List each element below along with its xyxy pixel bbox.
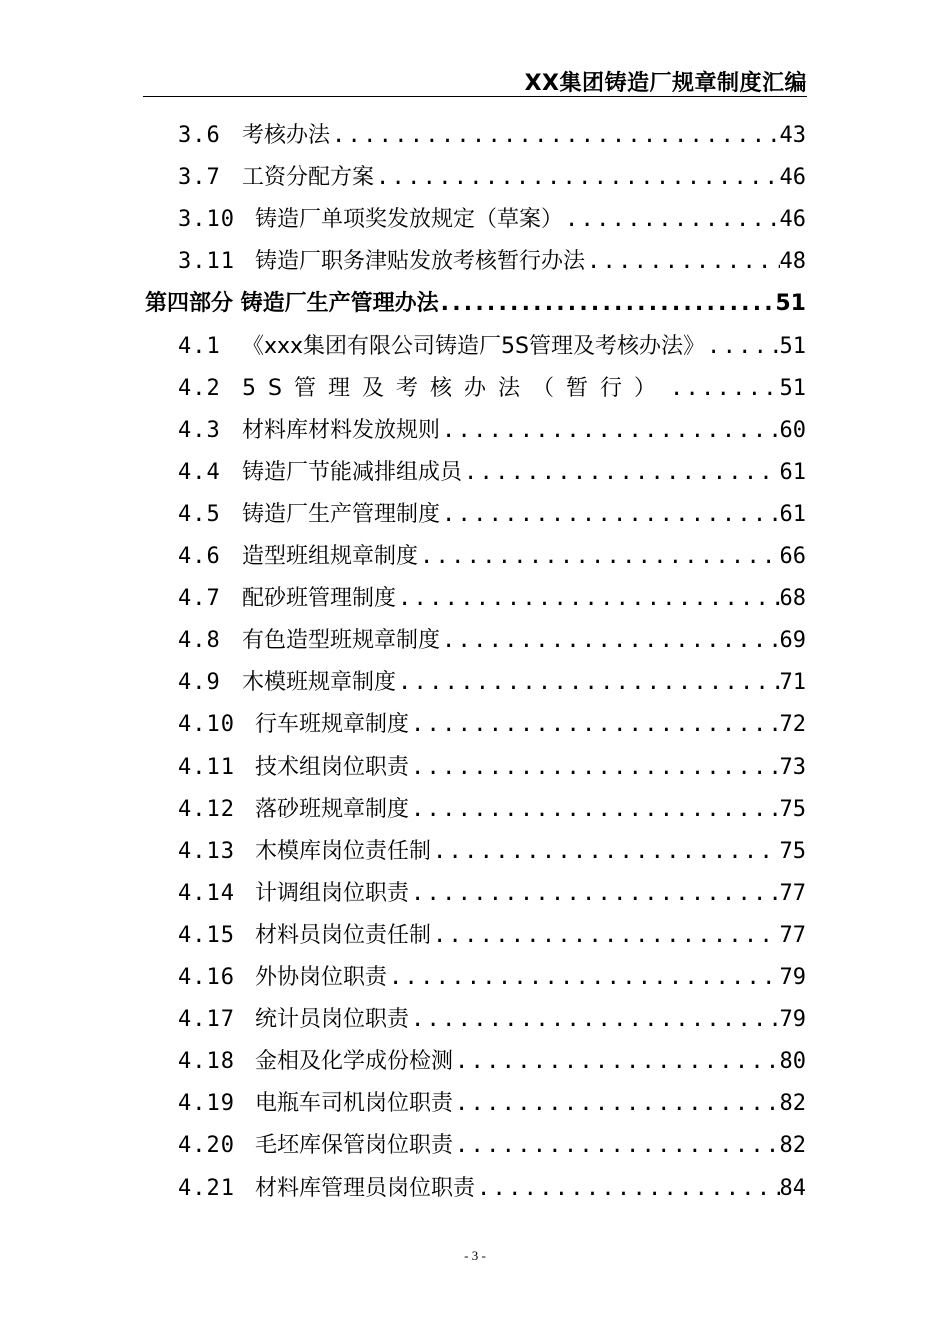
toc-entry-page: 46 xyxy=(779,207,806,233)
toc-entry[interactable] xyxy=(178,665,806,697)
toc-entry-page: 68 xyxy=(779,586,806,612)
toc-dot-leader xyxy=(440,501,779,529)
toc-entry-number: 4.17 xyxy=(178,1007,235,1033)
toc-entry-title: 铸造厂生产管理制度 xyxy=(242,501,441,527)
toc-dot-leader xyxy=(439,290,776,318)
toc-entry[interactable] xyxy=(178,497,806,529)
toc-dot-leader xyxy=(563,206,779,234)
toc-entry-title: 铸造厂职务津贴发放考核暂行办法 xyxy=(255,249,586,275)
toc-entry-title: 金相及化学成份检测 xyxy=(255,1049,454,1075)
toc-dot-leader xyxy=(409,754,779,782)
toc-entry-title: 5S管理及考核办法（暂行） xyxy=(242,375,668,401)
toc-entry-page: 73 xyxy=(779,754,806,780)
toc-entry[interactable] xyxy=(178,581,806,613)
toc-part-heading[interactable] xyxy=(145,286,806,318)
toc-entry[interactable] xyxy=(178,960,806,992)
toc-entry-title: 木模班规章制度 xyxy=(242,670,397,696)
page-number: - 3 - xyxy=(464,1248,486,1263)
toc-entry-number: 4.12 xyxy=(178,796,235,822)
toc-entry[interactable] xyxy=(178,455,806,487)
toc-entry-number: 4.21 xyxy=(178,1175,235,1201)
toc-entry-page: 82 xyxy=(779,1091,806,1117)
toc-entry-page: 77 xyxy=(779,922,806,948)
toc-entry-title: 计调组岗位职责 xyxy=(255,880,410,906)
toc-entry[interactable] xyxy=(178,413,806,445)
toc-entry-page: 48 xyxy=(779,249,806,275)
toc-entry-number: 4.14 xyxy=(178,880,235,906)
toc-entry[interactable] xyxy=(178,1044,806,1076)
toc-entry-title: 木模库岗位责任制 xyxy=(255,838,432,864)
toc-entry-page: 77 xyxy=(779,880,806,906)
toc-dot-leader xyxy=(440,417,779,445)
toc-dot-leader xyxy=(453,1090,779,1118)
toc-entry-number: 4.5 xyxy=(178,501,221,527)
toc-entry-number: 4.16 xyxy=(178,965,235,990)
toc-entry-page: 71 xyxy=(779,670,806,696)
toc-entry-number: 4.9 xyxy=(178,670,221,696)
toc-entry-title: 配砂班管理制度 xyxy=(242,586,397,612)
toc-entry-number: 4.10 xyxy=(178,712,235,738)
toc-dot-leader xyxy=(440,627,779,655)
toc-entry[interactable] xyxy=(178,244,806,276)
toc-entry-title: 有色造型班规章制度 xyxy=(242,628,441,654)
toc-entry-page: 51 xyxy=(779,333,806,359)
toc-entry[interactable] xyxy=(178,876,806,908)
toc-entry-page: 60 xyxy=(779,417,806,443)
toc-dot-leader xyxy=(453,1048,779,1076)
toc-entry-number: 3.11 xyxy=(178,249,235,275)
toc-entry[interactable] xyxy=(178,1002,806,1034)
toc-entry[interactable] xyxy=(178,329,806,361)
toc-entry[interactable] xyxy=(178,1086,806,1118)
toc-entry-title: 铸造厂节能减排组成员 xyxy=(242,459,463,485)
toc-entry-title: 第四部分 铸造厂生产管理办法 xyxy=(145,291,439,317)
toc-entry-title: 考核办法 xyxy=(242,123,331,148)
toc-dot-leader xyxy=(409,711,779,739)
toc-entry-number: 4.7 xyxy=(178,586,221,612)
toc-entry[interactable] xyxy=(178,623,806,655)
toc-entry[interactable] xyxy=(178,1128,806,1160)
toc-entry-title: 工资分配方案 xyxy=(242,165,375,191)
toc-entry-page: 79 xyxy=(779,965,806,990)
toc-entry-page: 69 xyxy=(779,628,806,654)
toc-entry-page: 72 xyxy=(779,712,806,738)
toc-entry-number: 4.1 xyxy=(178,333,221,359)
toc-dot-leader xyxy=(396,669,779,697)
toc-entry-title: 技术组岗位职责 xyxy=(255,754,410,780)
toc-entry-page: 51 xyxy=(775,291,806,317)
toc-dot-leader xyxy=(668,375,780,403)
toc-entry-number: 4.20 xyxy=(178,1133,235,1159)
toc-entry-title: 材料员岗位责任制 xyxy=(255,922,432,948)
toc-dot-leader xyxy=(409,880,779,908)
toc-entry[interactable] xyxy=(178,160,806,192)
toc-entry-number: 4.4 xyxy=(178,459,221,485)
toc-entry-page: 66 xyxy=(779,544,806,569)
toc-entry-page: 75 xyxy=(779,838,806,864)
toc-entry-number: 4.6 xyxy=(178,544,221,569)
toc-dot-leader xyxy=(431,838,779,866)
toc-entry-number: 4.19 xyxy=(178,1091,235,1117)
toc-dot-leader xyxy=(475,1175,779,1203)
toc-dot-leader xyxy=(431,922,779,950)
toc-entry-page: 61 xyxy=(779,501,806,527)
toc-entry[interactable] xyxy=(178,792,806,824)
toc-entry[interactable] xyxy=(178,918,806,950)
toc-entry-page: 79 xyxy=(779,1007,806,1033)
toc-entry-page: 75 xyxy=(779,796,806,822)
toc-entry-number: 4.15 xyxy=(178,922,235,948)
toc-entry-page: 46 xyxy=(779,165,806,191)
document-title: XX集团铸造厂规章制度汇编 xyxy=(524,71,807,96)
toc-dot-leader xyxy=(705,333,779,361)
toc-dot-leader xyxy=(418,543,779,571)
toc-entry-number: 4.8 xyxy=(178,628,221,654)
toc-dot-leader xyxy=(330,122,779,150)
toc-entry-number: 4.3 xyxy=(178,417,221,443)
toc-entry-number: 4.2 xyxy=(178,375,221,401)
toc-entry-title: 《xxx集团有限公司铸造厂5S管理及考核办法》 xyxy=(242,333,706,359)
toc-entry-title: 毛坯库保管岗位职责 xyxy=(255,1133,454,1159)
toc-entry[interactable] xyxy=(178,750,806,782)
toc-entry-title: 统计员岗位职责 xyxy=(255,1007,410,1033)
toc-entry-title: 电瓶车司机岗位职责 xyxy=(255,1091,454,1117)
toc-entry-title: 行车班规章制度 xyxy=(255,712,410,738)
toc-entry-page: 61 xyxy=(779,459,806,485)
toc-entry-title: 材料库材料发放规则 xyxy=(242,417,441,443)
toc-entry[interactable] xyxy=(178,202,806,234)
toc-entry-page: 51 xyxy=(779,375,806,401)
toc-dot-leader xyxy=(396,585,779,613)
toc-entry-number: 3.10 xyxy=(178,207,235,233)
toc-dot-leader xyxy=(409,796,779,824)
toc-entry-title: 外协岗位职责 xyxy=(255,965,388,990)
toc-dot-leader xyxy=(387,964,779,992)
toc-entry[interactable] xyxy=(178,371,806,403)
toc-entry-number: 4.11 xyxy=(178,754,235,780)
toc-entry-number: 4.18 xyxy=(178,1049,235,1075)
toc-entry[interactable] xyxy=(178,834,806,866)
toc-entry-page: 80 xyxy=(779,1049,806,1075)
toc-entry-page: 82 xyxy=(779,1133,806,1159)
toc-entry-title: 造型班组规章制度 xyxy=(242,544,419,569)
toc-entry[interactable] xyxy=(178,1171,806,1203)
toc-entry-number: 3.7 xyxy=(178,165,221,191)
toc-entry-title: 铸造厂单项奖发放规定（草案） xyxy=(255,207,564,233)
toc-dot-leader xyxy=(585,248,779,276)
toc-entry-page: 43 xyxy=(779,123,806,148)
toc-entry-number: 4.13 xyxy=(178,838,235,864)
toc-entry[interactable] xyxy=(178,707,806,739)
toc-entry-number: 3.6 xyxy=(178,123,221,148)
toc-entry[interactable] xyxy=(178,539,806,571)
toc-dot-leader xyxy=(462,459,779,487)
toc-entry[interactable] xyxy=(178,118,806,150)
toc-dot-leader xyxy=(453,1132,779,1160)
toc-dot-leader xyxy=(409,1006,779,1034)
toc-entry-title: 落砂班规章制度 xyxy=(255,796,410,822)
toc-dot-leader xyxy=(374,164,779,192)
toc-entry-page: 84 xyxy=(779,1175,806,1201)
toc-entry-title: 材料库管理员岗位职责 xyxy=(255,1175,476,1201)
